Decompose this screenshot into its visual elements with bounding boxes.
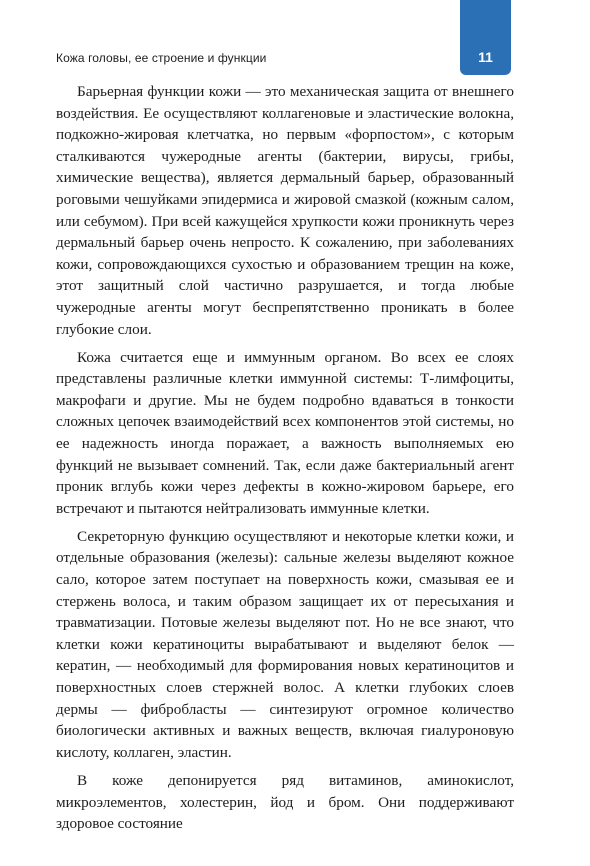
- page-number-tab: [460, 0, 511, 75]
- page-number: 11: [478, 49, 493, 65]
- paragraph-immune-function: Кожа считается еще и иммунным органом. Во всех ее слоях представлены различные клетки иммунной системы: Т-лимфоциты, макрофаги и другие. Мы не будем подробно вдаваться в тонкости сложных цепочек взаимодействий всех компонентов этой системы, но ее надежность иногда поражает, а важность выполняемых ею функций не вызывает сомнений. Так, если даже бактериальный агент проник вглубь кожи через дефекты в кожно-жировом барьере, его встречают и пытаются нейтрализовать иммунные клетки.: [56, 348, 514, 517]
- paragraph-storage-function: В коже депонируется ряд витаминов, аминокислот, микроэлементов, холестерин, йод и бром. Они поддерживают здоровое состояние: [56, 771, 514, 833]
- running-head-title: Кожа головы, ее строение и функции: [56, 51, 267, 65]
- paragraph-secretory-function: Секреторную функцию осуществляют и некоторые клетки кожи, и отдельные образования (железы): сальные железы выделяют кожное сало, которое затем поступает на поверхность кожи, смазывая ее и стержень волоса, и таким образом защищает их от пересыхания и травматизации. Потовые железы выделяют пот. Но не все знают, что клетки кожи кератиноциты вырабатывают и выделяют белок — кератин, — необходимый для формирования новых кератиноцитов и поверхностных слоев стержней волос. А клетки глубоких слоев дермы — фибробласты — синтезируют огромное количество биологически активных и важных веществ, включая гиалуроновую кислоту, коллаген, эластин.: [56, 527, 514, 761]
- body-text: [56, 81, 514, 841]
- paragraph-barrier-function: Барьерная функции кожи — это механическая защита от внешнего воздействия. Ее осуществляют коллагеновые и эластические волокна, подкожно-жировая клетчатка, но первым «форпостом», с которым сталкиваются чужеродные агенты (бактерии, вирусы, грибы, химические вещества), является дермальный барьер, образованный роговыми чешуйками эпидермиса и жировой смазкой (кожным салом, или себумом). При всей кажущейся хрупкости кожи проникнуть через дермальный барьер очень непросто. К сожалению, при заболеваниях кожи, сопровождающихся сухостью и образованием трещин на коже, этот защитный слой частично разрушается, и тогда любые чужеродные агенты могут беспрепятственно проникать в более глубокие слои.: [56, 83, 514, 338]
